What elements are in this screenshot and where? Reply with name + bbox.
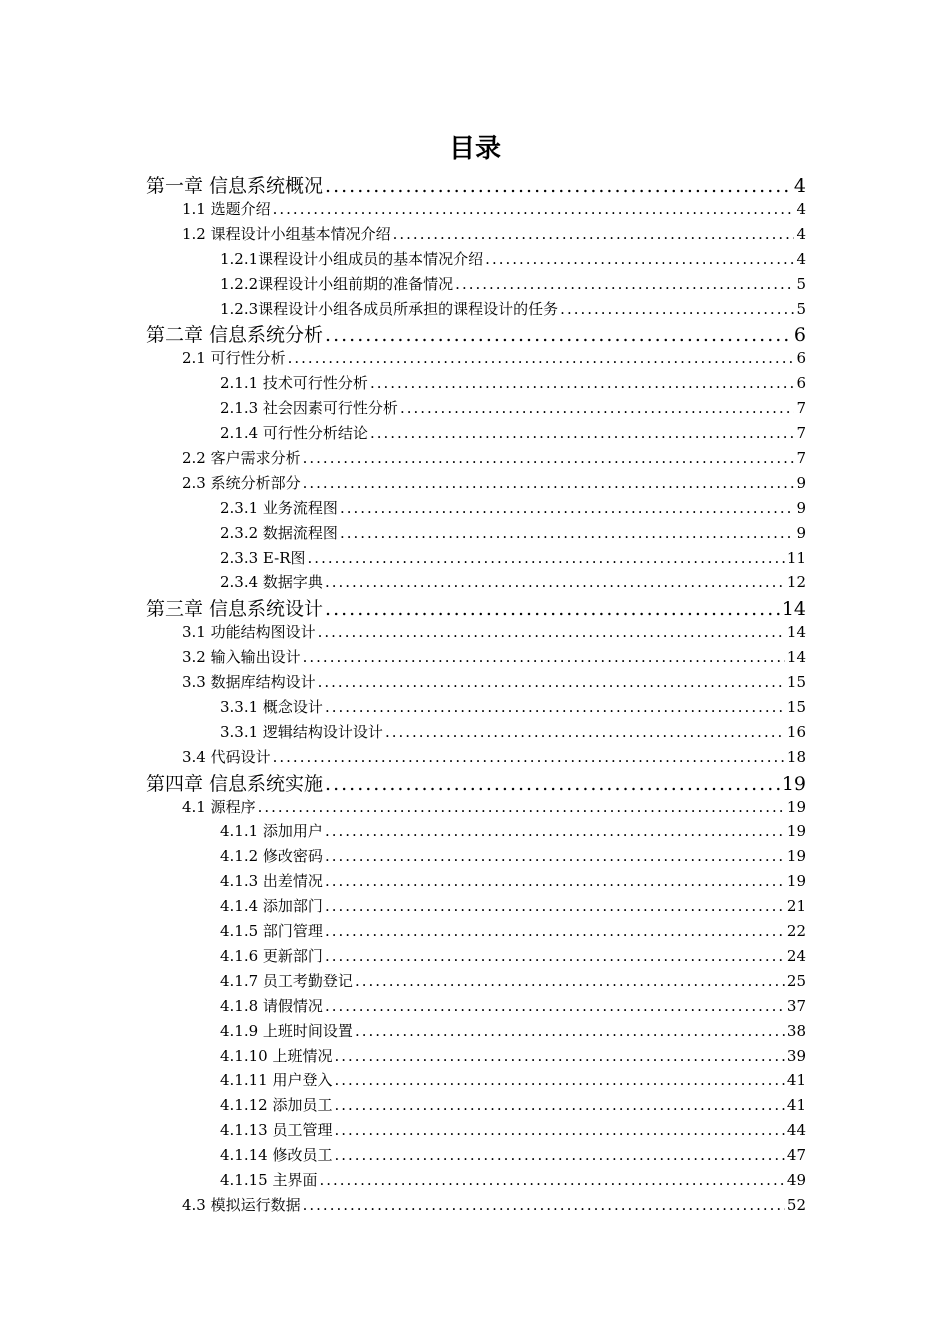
toc-entry-label: 2.3.1 业务流程图 bbox=[220, 498, 338, 517]
dot-leader bbox=[325, 323, 792, 347]
dot-leader bbox=[455, 274, 794, 294]
dot-leader bbox=[325, 871, 785, 891]
toc-entry[interactable] bbox=[220, 1046, 806, 1066]
toc-entry-label: 3.3.1 逻辑结构设计设计 bbox=[220, 722, 383, 741]
dot-leader bbox=[303, 448, 795, 468]
toc-entry-page: 22 bbox=[786, 922, 806, 940]
toc-entry-page: 4 bbox=[796, 249, 806, 268]
toc-entry[interactable] bbox=[220, 921, 806, 941]
toc-entry-label: 1.1 选题介绍 bbox=[182, 199, 271, 218]
dot-leader bbox=[308, 548, 785, 568]
toc-entry-page: 19 bbox=[786, 847, 806, 866]
toc-entry-label: 2.1.3 社会因素可行性分析 bbox=[220, 399, 398, 418]
toc-entry[interactable] bbox=[220, 1095, 806, 1115]
dot-leader bbox=[334, 1120, 784, 1140]
toc-entry-label: 2.3.3 E-R图 bbox=[220, 548, 306, 567]
toc-entry-label: 3.4 代码设计 bbox=[182, 747, 271, 766]
dot-leader bbox=[325, 996, 785, 1016]
toc-entry-page: 7 bbox=[796, 399, 806, 418]
dot-leader bbox=[355, 1021, 785, 1041]
toc-entry-page: 6 bbox=[796, 374, 806, 393]
toc-entry-label: 4.1.2 修改密码 bbox=[220, 847, 323, 866]
dot-leader bbox=[325, 946, 785, 966]
toc-entry-label: 4.1.8 请假情况 bbox=[220, 996, 323, 1015]
toc-entry-label: 4.1.10 上班情况 bbox=[220, 1046, 333, 1065]
toc-entry[interactable] bbox=[220, 498, 806, 518]
dot-leader bbox=[325, 597, 780, 621]
toc-entry-page: 9 bbox=[796, 498, 806, 517]
toc-entry[interactable] bbox=[220, 971, 806, 991]
toc-entry[interactable] bbox=[220, 274, 806, 294]
dot-leader bbox=[325, 697, 785, 717]
toc-entry[interactable] bbox=[220, 398, 806, 418]
toc-entry[interactable] bbox=[220, 299, 806, 319]
dot-leader bbox=[385, 722, 785, 742]
toc-entry-page: 12 bbox=[786, 573, 806, 592]
toc-entry-page: 41 bbox=[786, 1096, 806, 1115]
toc-entry-label: 4.1.9 上班时间设置 bbox=[220, 1021, 353, 1040]
toc-entry-page: 9 bbox=[796, 523, 806, 542]
toc-entry[interactable] bbox=[220, 249, 806, 269]
toc-entry-page: 24 bbox=[786, 946, 806, 965]
dot-leader bbox=[318, 672, 785, 692]
toc-entry-page: 38 bbox=[786, 1021, 806, 1040]
toc-entry-label: 第四章 信息系统实施 bbox=[146, 772, 324, 795]
toc-entry-page: 4 bbox=[793, 175, 806, 197]
toc-entry[interactable] bbox=[182, 473, 806, 493]
toc-entry[interactable] bbox=[146, 597, 806, 621]
toc-entry[interactable] bbox=[220, 946, 806, 966]
toc-entry-page: 41 bbox=[786, 1071, 806, 1090]
toc-entry-page: 7 bbox=[796, 448, 806, 467]
toc-entry-page: 14 bbox=[781, 598, 806, 621]
dot-leader bbox=[325, 772, 780, 796]
toc-entry-page: 19 bbox=[786, 797, 806, 816]
toc-entry-page: 52 bbox=[786, 1195, 806, 1214]
toc-entry-page: 18 bbox=[786, 747, 806, 766]
toc-entry-page: 47 bbox=[786, 1146, 806, 1165]
toc-entry-page: 7 bbox=[796, 424, 806, 442]
toc-entry[interactable] bbox=[182, 672, 806, 692]
dot-leader bbox=[334, 1070, 784, 1090]
toc-entry-label: 第二章 信息系统分析 bbox=[146, 324, 324, 347]
toc-entry[interactable] bbox=[220, 548, 806, 568]
dot-leader bbox=[340, 498, 795, 518]
toc-entry-label: 1.2.2课程设计小组前期的准备情况 bbox=[220, 274, 454, 293]
toc-entry-page: 5 bbox=[796, 299, 806, 318]
toc-entry-page: 44 bbox=[786, 1121, 806, 1140]
dot-leader bbox=[334, 1145, 784, 1165]
toc-entry-label: 4.1.3 出差情况 bbox=[220, 872, 323, 891]
toc-entry-page: 19 bbox=[786, 872, 806, 891]
toc-entry[interactable] bbox=[182, 797, 806, 817]
toc-entry-page: 15 bbox=[786, 673, 806, 691]
toc-entry-label: 2.2 客户需求分析 bbox=[182, 448, 301, 467]
dot-leader bbox=[325, 572, 785, 592]
dot-leader bbox=[400, 398, 795, 418]
dot-leader bbox=[288, 348, 795, 368]
toc-entry-label: 4.1.6 更新部门 bbox=[220, 946, 323, 965]
toc-entry[interactable] bbox=[220, 523, 806, 543]
dot-leader bbox=[334, 1095, 784, 1115]
toc-entry[interactable] bbox=[220, 1070, 806, 1090]
toc-entry[interactable] bbox=[146, 323, 806, 347]
toc-entry-label: 3.1 功能结构图设计 bbox=[182, 623, 316, 642]
toc-entry[interactable] bbox=[220, 996, 806, 1016]
toc-entry-label: 1.2 课程设计小组基本情况介绍 bbox=[182, 224, 391, 243]
toc-entry-label: 3.2 输入输出设计 bbox=[182, 648, 301, 667]
dot-leader bbox=[393, 224, 795, 244]
dot-leader bbox=[370, 373, 795, 393]
toc-entry-page: 4 bbox=[796, 224, 806, 243]
toc-entry-page: 14 bbox=[786, 623, 806, 642]
toc-entry-page: 6 bbox=[796, 349, 806, 368]
toc-entry[interactable] bbox=[220, 846, 806, 866]
toc-entry[interactable] bbox=[220, 1021, 806, 1041]
dot-leader bbox=[303, 647, 785, 667]
toc-entry[interactable] bbox=[220, 722, 806, 742]
toc-entry-label: 2.3.4 数据字典 bbox=[220, 573, 323, 592]
toc-entry-page: 37 bbox=[786, 996, 806, 1015]
toc-entry[interactable] bbox=[220, 697, 806, 717]
toc-entry[interactable] bbox=[220, 821, 806, 841]
toc-entry[interactable] bbox=[220, 1120, 806, 1140]
toc-entry[interactable] bbox=[182, 647, 806, 667]
toc-entry-page: 6 bbox=[793, 324, 806, 347]
toc-entry[interactable] bbox=[182, 1195, 806, 1215]
toc-entry-label: 4.1.12 添加员工 bbox=[220, 1096, 333, 1115]
dot-leader bbox=[355, 971, 785, 991]
dot-leader bbox=[273, 747, 785, 767]
toc-entry-page: 16 bbox=[786, 722, 806, 741]
dot-leader bbox=[485, 249, 794, 269]
toc-entry-page: 19 bbox=[786, 822, 806, 841]
dot-leader bbox=[560, 299, 794, 319]
dot-leader bbox=[273, 199, 795, 219]
dot-leader bbox=[325, 846, 785, 866]
toc-entry-page: 49 bbox=[786, 1171, 806, 1189]
toc-entry-label: 2.1.4 可行性分析结论 bbox=[220, 424, 368, 442]
toc-entry[interactable] bbox=[220, 896, 806, 916]
toc-entry[interactable] bbox=[220, 1145, 806, 1165]
toc-entry-label: 2.1.1 技术可行性分析 bbox=[220, 374, 368, 393]
toc-entry-label: 2.3 系统分析部分 bbox=[182, 473, 301, 492]
toc-entry-page: 15 bbox=[786, 697, 806, 716]
toc-entry-label: 4.1.11 用户登入 bbox=[220, 1071, 333, 1090]
toc-entry[interactable] bbox=[220, 871, 806, 891]
toc-entry[interactable] bbox=[220, 373, 806, 393]
toc-entry-label: 2.3.2 数据流程图 bbox=[220, 523, 338, 542]
toc-entry-label: 2.1 可行性分析 bbox=[182, 349, 286, 368]
dot-leader bbox=[325, 821, 785, 841]
toc-entry[interactable] bbox=[182, 448, 806, 468]
toc-title: 目录 bbox=[448, 134, 501, 164]
toc-entry-page: 14 bbox=[786, 648, 806, 667]
dot-leader bbox=[370, 423, 795, 443]
dot-leader bbox=[258, 797, 785, 817]
toc-entry-label: 4.3 模拟运行数据 bbox=[182, 1195, 301, 1214]
toc-entry[interactable] bbox=[220, 423, 806, 443]
dot-leader bbox=[325, 921, 785, 941]
dot-leader bbox=[303, 473, 795, 493]
toc-entry-label: 4.1 源程序 bbox=[182, 797, 256, 816]
toc-entry-label: 4.1.5 部门管理 bbox=[220, 922, 323, 940]
toc-entry[interactable] bbox=[182, 224, 806, 244]
toc-entry[interactable] bbox=[220, 1170, 806, 1190]
toc-entry[interactable] bbox=[182, 747, 806, 767]
toc-entry-label: 4.1.14 修改员工 bbox=[220, 1146, 333, 1165]
toc-entry-page: 25 bbox=[786, 971, 806, 990]
dot-leader bbox=[318, 622, 785, 642]
toc-entry[interactable] bbox=[146, 174, 806, 198]
toc-entry-label: 第一章 信息系统概况 bbox=[146, 175, 324, 197]
toc-entry-page: 39 bbox=[786, 1046, 806, 1065]
toc-entry[interactable] bbox=[182, 622, 806, 642]
dot-leader bbox=[325, 174, 792, 198]
dot-leader bbox=[303, 1195, 785, 1215]
toc-entry[interactable] bbox=[182, 348, 806, 368]
toc-entry-page: 21 bbox=[786, 897, 806, 916]
toc-entry[interactable] bbox=[220, 572, 806, 592]
dot-leader bbox=[325, 896, 785, 916]
toc-entry[interactable] bbox=[182, 199, 806, 219]
dot-leader bbox=[319, 1170, 784, 1190]
toc-entry-label: 4.1.15 主界面 bbox=[220, 1171, 318, 1189]
toc-entry-label: 第三章 信息系统设计 bbox=[146, 598, 324, 621]
toc-entry-label: 3.3.1 概念设计 bbox=[220, 697, 323, 716]
toc-entry[interactable] bbox=[146, 772, 806, 796]
toc-entry-label: 4.1.4 添加部门 bbox=[220, 897, 323, 916]
toc-entry-label: 4.1.13 员工管理 bbox=[220, 1121, 333, 1140]
toc-entry-page: 19 bbox=[781, 772, 806, 795]
dot-leader bbox=[340, 523, 795, 543]
toc-entry-label: 4.1.7 员工考勤登记 bbox=[220, 971, 353, 990]
toc-entry-page: 11 bbox=[786, 548, 806, 567]
toc-entry-page: 5 bbox=[796, 274, 806, 293]
toc-entry-label: 3.3 数据库结构设计 bbox=[182, 673, 316, 691]
toc-entry-label: 1.2.3课程设计小组各成员所承担的课程设计的任务 bbox=[220, 299, 559, 318]
dot-leader bbox=[334, 1046, 784, 1066]
toc-entry-page: 4 bbox=[796, 199, 806, 218]
toc-entry-page: 9 bbox=[796, 473, 806, 492]
toc-entry-label: 1.2.1课程设计小组成员的基本情况介绍 bbox=[220, 249, 484, 268]
toc-entry-label: 4.1.1 添加用户 bbox=[220, 822, 323, 841]
